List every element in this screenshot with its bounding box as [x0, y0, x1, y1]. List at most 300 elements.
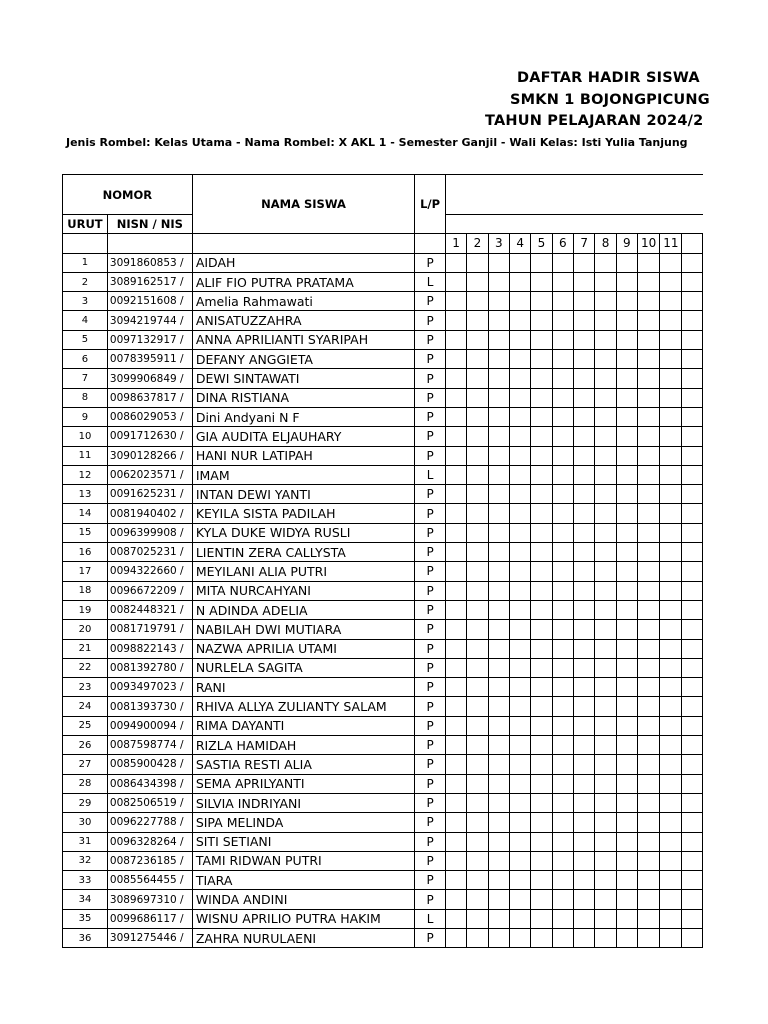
- table-row: [63, 504, 703, 523]
- row-gender: P: [415, 504, 446, 523]
- attendance-cell: [595, 600, 616, 619]
- attendance-cell: [445, 272, 466, 291]
- row-gender: P: [415, 813, 446, 832]
- attendance-cell: [638, 253, 660, 272]
- attendance-cell: [660, 755, 682, 774]
- attendance-cell: [660, 581, 682, 600]
- attendance-cell: [638, 407, 660, 426]
- row-nisn: 0087598774 /: [107, 736, 192, 755]
- attendance-cell: [467, 813, 488, 832]
- attendance-cell: [638, 562, 660, 581]
- attendance-cell: [682, 697, 703, 716]
- attendance-table: [62, 174, 703, 948]
- attendance-cell: [682, 890, 703, 909]
- attendance-cell: [488, 871, 509, 890]
- attendance-cell: [638, 928, 660, 947]
- attendance-cell: [509, 851, 530, 870]
- attendance-cell: [574, 350, 595, 369]
- attendance-cell: [445, 311, 466, 330]
- row-student-name: SIPA MELINDA: [192, 813, 414, 832]
- row-student-name: SITI SETIANI: [192, 832, 414, 851]
- attendance-cell: [660, 427, 682, 446]
- row-urut: 24: [63, 697, 108, 716]
- attendance-cell: [552, 427, 573, 446]
- attendance-cell: [509, 330, 530, 349]
- attendance-cell: [682, 465, 703, 484]
- attendance-cell: [531, 543, 552, 562]
- attendance-cell: [531, 678, 552, 697]
- attendance-cell: [616, 272, 637, 291]
- row-gender: P: [415, 485, 446, 504]
- attendance-cell: [445, 851, 466, 870]
- attendance-cell: [531, 909, 552, 928]
- row-student-name: RIZLA HAMIDAH: [192, 736, 414, 755]
- attendance-cell: [467, 350, 488, 369]
- attendance-cell: [531, 813, 552, 832]
- attendance-cell: [552, 620, 573, 639]
- row-student-name: SILVIA INDRIYANI: [192, 793, 414, 812]
- attendance-cell: [531, 523, 552, 542]
- attendance-cell: [552, 504, 573, 523]
- row-urut: 34: [63, 890, 108, 909]
- attendance-cell: [682, 562, 703, 581]
- attendance-cell: [638, 388, 660, 407]
- attendance-cell: [552, 793, 573, 812]
- table-row: [63, 427, 703, 446]
- attendance-cell: [509, 871, 530, 890]
- attendance-cell: [595, 330, 616, 349]
- attendance-cell: [682, 292, 703, 311]
- attendance-cell: [595, 832, 616, 851]
- attendance-cell: [638, 292, 660, 311]
- attendance-cell: [552, 736, 573, 755]
- attendance-cell: [616, 928, 637, 947]
- attendance-cell: [574, 543, 595, 562]
- day-number: 4: [509, 234, 530, 253]
- attendance-cell: [488, 755, 509, 774]
- attendance-cell: [509, 909, 530, 928]
- table-row: [63, 485, 703, 504]
- attendance-cell: [660, 793, 682, 812]
- attendance-cell: [638, 871, 660, 890]
- row-gender: P: [415, 292, 446, 311]
- attendance-cell: [552, 890, 573, 909]
- header-urut: URUT: [63, 215, 108, 234]
- row-urut: 3: [63, 292, 108, 311]
- attendance-cell: [488, 427, 509, 446]
- row-student-name: LIENTIN ZERA CALLYSTA: [192, 543, 414, 562]
- attendance-cell: [660, 774, 682, 793]
- row-student-name: RIMA DAYANTI: [192, 716, 414, 735]
- attendance-cell: [488, 543, 509, 562]
- attendance-cell: [445, 581, 466, 600]
- attendance-cell: [660, 272, 682, 291]
- row-urut: 21: [63, 639, 108, 658]
- attendance-cell: [574, 639, 595, 658]
- attendance-cell: [595, 813, 616, 832]
- attendance-cell: [682, 793, 703, 812]
- attendance-cell: [574, 504, 595, 523]
- attendance-cell: [467, 581, 488, 600]
- attendance-cell: [595, 388, 616, 407]
- row-urut: 16: [63, 543, 108, 562]
- day-row-blank: [415, 234, 446, 253]
- header-nama-siswa: NAMA SISWA: [192, 175, 414, 234]
- attendance-cell: [574, 678, 595, 697]
- attendance-cell: [552, 755, 573, 774]
- row-gender: P: [415, 851, 446, 870]
- attendance-cell: [574, 272, 595, 291]
- attendance-cell: [531, 330, 552, 349]
- row-student-name: ANNA APRILIANTI SYARIPAH: [192, 330, 414, 349]
- table-row: [63, 543, 703, 562]
- attendance-cell: [595, 272, 616, 291]
- row-student-name: MEYILANI ALIA PUTRI: [192, 562, 414, 581]
- attendance-cell: [574, 600, 595, 619]
- attendance-cell: [660, 890, 682, 909]
- attendance-cell: [445, 639, 466, 658]
- attendance-cell: [467, 253, 488, 272]
- attendance-cell: [488, 292, 509, 311]
- attendance-cell: [682, 350, 703, 369]
- table-row: [63, 350, 703, 369]
- row-urut: 26: [63, 736, 108, 755]
- attendance-cell: [467, 485, 488, 504]
- attendance-cell: [531, 755, 552, 774]
- attendance-cell: [638, 890, 660, 909]
- attendance-cell: [509, 813, 530, 832]
- row-urut: 6: [63, 350, 108, 369]
- attendance-cell: [445, 504, 466, 523]
- attendance-cell: [616, 330, 637, 349]
- attendance-cell: [552, 350, 573, 369]
- row-urut: 11: [63, 446, 108, 465]
- attendance-cell: [616, 581, 637, 600]
- attendance-cell: [595, 562, 616, 581]
- attendance-cell: [595, 543, 616, 562]
- attendance-cell: [531, 311, 552, 330]
- table-row: [63, 253, 703, 272]
- attendance-cell: [552, 658, 573, 677]
- row-gender: P: [415, 350, 446, 369]
- row-urut: 4: [63, 311, 108, 330]
- row-nisn: 0087236185 /: [107, 851, 192, 870]
- table-row: [63, 832, 703, 851]
- attendance-cell: [467, 639, 488, 658]
- attendance-cell: [616, 678, 637, 697]
- attendance-cell: [574, 562, 595, 581]
- day-number: 2: [467, 234, 488, 253]
- attendance-cell: [445, 620, 466, 639]
- attendance-cell: [638, 272, 660, 291]
- attendance-cell: [574, 388, 595, 407]
- attendance-cell: [574, 871, 595, 890]
- attendance-cell: [682, 523, 703, 542]
- row-student-name: WINDA ANDINI: [192, 890, 414, 909]
- row-urut: 25: [63, 716, 108, 735]
- attendance-cell: [488, 793, 509, 812]
- attendance-cell: [595, 658, 616, 677]
- row-student-name: IMAM: [192, 465, 414, 484]
- attendance-cell: [445, 658, 466, 677]
- attendance-cell: [574, 581, 595, 600]
- attendance-cell: [531, 774, 552, 793]
- attendance-cell: [616, 832, 637, 851]
- attendance-cell: [595, 407, 616, 426]
- attendance-cell: [595, 678, 616, 697]
- attendance-cell: [445, 523, 466, 542]
- row-nisn: 0098637817 /: [107, 388, 192, 407]
- attendance-cell: [574, 485, 595, 504]
- row-student-name: ALIF FIO PUTRA PRATAMA: [192, 272, 414, 291]
- row-urut: 20: [63, 620, 108, 639]
- attendance-cell: [660, 832, 682, 851]
- row-urut: 23: [63, 678, 108, 697]
- attendance-cell: [616, 890, 637, 909]
- attendance-cell: [445, 716, 466, 735]
- attendance-cell: [595, 485, 616, 504]
- attendance-cell: [509, 890, 530, 909]
- attendance-cell: [638, 639, 660, 658]
- attendance-cell: [488, 407, 509, 426]
- day-number: 11: [660, 234, 682, 253]
- table-row: [63, 407, 703, 426]
- class-info: Jenis Rombel: Kelas Utama - Nama Rombel: X AKL 1 - Semester Ganjil - Wali Kelas: Isti Yulia Tanjung: [66, 136, 688, 149]
- table-row: [63, 813, 703, 832]
- attendance-cell: [682, 407, 703, 426]
- header-blank: [445, 215, 702, 234]
- attendance-cell: [467, 369, 488, 388]
- attendance-cell: [445, 793, 466, 812]
- attendance-cell: [682, 851, 703, 870]
- attendance-cell: [638, 427, 660, 446]
- row-gender: P: [415, 890, 446, 909]
- attendance-cell: [552, 311, 573, 330]
- attendance-cell: [467, 330, 488, 349]
- day-number: 7: [574, 234, 595, 253]
- attendance-cell: [488, 369, 509, 388]
- attendance-cell: [638, 755, 660, 774]
- attendance-cell: [467, 736, 488, 755]
- table-row: [63, 851, 703, 870]
- row-nisn: 0094322660 /: [107, 562, 192, 581]
- row-nisn: 0081393730 /: [107, 697, 192, 716]
- row-student-name: KYLA DUKE WIDYA RUSLI: [192, 523, 414, 542]
- day-number: 3: [488, 234, 509, 253]
- attendance-cell: [509, 639, 530, 658]
- attendance-cell: [509, 311, 530, 330]
- attendance-cell: [445, 465, 466, 484]
- attendance-cell: [552, 330, 573, 349]
- attendance-cell: [552, 388, 573, 407]
- row-nisn: 0093497023 /: [107, 678, 192, 697]
- document-title: DAFTAR HADIR SISWA: [517, 70, 700, 86]
- row-urut: 1: [63, 253, 108, 272]
- row-gender: P: [415, 774, 446, 793]
- attendance-cell: [488, 523, 509, 542]
- attendance-cell: [488, 272, 509, 291]
- attendance-cell: [595, 620, 616, 639]
- attendance-cell: [552, 465, 573, 484]
- attendance-cell: [616, 639, 637, 658]
- attendance-cell: [467, 928, 488, 947]
- row-nisn: 3089697310 /: [107, 890, 192, 909]
- attendance-cell: [595, 716, 616, 735]
- attendance-cell: [552, 523, 573, 542]
- attendance-cell: [488, 504, 509, 523]
- attendance-cell: [595, 253, 616, 272]
- attendance-cell: [467, 678, 488, 697]
- row-student-name: GIA AUDITA ELJAUHARY: [192, 427, 414, 446]
- attendance-cell: [660, 407, 682, 426]
- attendance-cell: [552, 832, 573, 851]
- attendance-cell: [616, 793, 637, 812]
- attendance-cell: [574, 793, 595, 812]
- attendance-cell: [574, 523, 595, 542]
- row-student-name: SASTIA RESTI ALIA: [192, 755, 414, 774]
- table-row: [63, 639, 703, 658]
- row-student-name: INTAN DEWI YANTI: [192, 485, 414, 504]
- attendance-cell: [660, 678, 682, 697]
- attendance-cell: [682, 600, 703, 619]
- attendance-cell: [531, 620, 552, 639]
- attendance-cell: [467, 909, 488, 928]
- attendance-cell: [660, 562, 682, 581]
- row-urut: 32: [63, 851, 108, 870]
- row-nisn: 0094900094 /: [107, 716, 192, 735]
- attendance-cell: [531, 446, 552, 465]
- table-row: [63, 890, 703, 909]
- day-number: 10: [638, 234, 660, 253]
- attendance-cell: [660, 658, 682, 677]
- row-urut: 2: [63, 272, 108, 291]
- attendance-cell: [660, 909, 682, 928]
- attendance-cell: [531, 253, 552, 272]
- row-nisn: 0096399908 /: [107, 523, 192, 542]
- attendance-cell: [682, 272, 703, 291]
- attendance-cell: [616, 543, 637, 562]
- row-gender: P: [415, 427, 446, 446]
- attendance-cell: [467, 388, 488, 407]
- attendance-cell: [638, 909, 660, 928]
- row-urut: 27: [63, 755, 108, 774]
- row-gender: L: [415, 909, 446, 928]
- row-nisn: 0086029053 /: [107, 407, 192, 426]
- attendance-cell: [616, 292, 637, 311]
- attendance-cell: [638, 697, 660, 716]
- attendance-cell: [509, 543, 530, 562]
- row-urut: 31: [63, 832, 108, 851]
- attendance-cell: [509, 600, 530, 619]
- row-gender: P: [415, 639, 446, 658]
- row-urut: 36: [63, 928, 108, 947]
- attendance-cell: [574, 407, 595, 426]
- day-number: [682, 234, 703, 253]
- attendance-cell: [467, 832, 488, 851]
- attendance-cell: [552, 369, 573, 388]
- attendance-cell: [595, 427, 616, 446]
- attendance-cell: [552, 272, 573, 291]
- attendance-cell: [531, 851, 552, 870]
- attendance-cell: [509, 736, 530, 755]
- attendance-cell: [574, 774, 595, 793]
- attendance-cell: [616, 311, 637, 330]
- attendance-cell: [531, 272, 552, 291]
- row-urut: 17: [63, 562, 108, 581]
- row-nisn: 0082448321 /: [107, 600, 192, 619]
- attendance-cell: [467, 697, 488, 716]
- row-nisn: 0092151608 /: [107, 292, 192, 311]
- row-gender: P: [415, 755, 446, 774]
- attendance-cell: [509, 407, 530, 426]
- attendance-cell: [488, 851, 509, 870]
- attendance-cell: [616, 350, 637, 369]
- attendance-cell: [638, 736, 660, 755]
- attendance-cell: [616, 851, 637, 870]
- table-row: [63, 446, 703, 465]
- attendance-cell: [531, 890, 552, 909]
- attendance-cell: [595, 793, 616, 812]
- attendance-cell: [467, 272, 488, 291]
- attendance-cell: [660, 736, 682, 755]
- attendance-cell: [595, 446, 616, 465]
- row-nisn: 0091625231 /: [107, 485, 192, 504]
- row-urut: 10: [63, 427, 108, 446]
- attendance-cell: [488, 909, 509, 928]
- row-student-name: SEMA APRILYANTI: [192, 774, 414, 793]
- row-nisn: 0085900428 /: [107, 755, 192, 774]
- attendance-cell: [574, 330, 595, 349]
- attendance-cell: [509, 697, 530, 716]
- attendance-cell: [531, 562, 552, 581]
- attendance-cell: [682, 427, 703, 446]
- row-urut: 29: [63, 793, 108, 812]
- attendance-cell: [595, 350, 616, 369]
- attendance-cell: [660, 369, 682, 388]
- table-row: [63, 388, 703, 407]
- attendance-cell: [638, 523, 660, 542]
- attendance-cell: [595, 928, 616, 947]
- attendance-cell: [638, 581, 660, 600]
- attendance-cell: [574, 851, 595, 870]
- attendance-cell: [682, 485, 703, 504]
- attendance-cell: [531, 407, 552, 426]
- row-urut: 15: [63, 523, 108, 542]
- school-name: SMKN 1 BOJONGPICUNG: [510, 92, 710, 108]
- attendance-cell: [488, 832, 509, 851]
- attendance-cell: [574, 292, 595, 311]
- row-gender: P: [415, 253, 446, 272]
- attendance-cell: [509, 620, 530, 639]
- row-gender: P: [415, 620, 446, 639]
- attendance-cell: [552, 871, 573, 890]
- attendance-cell: [509, 678, 530, 697]
- row-nisn: 0096328264 /: [107, 832, 192, 851]
- attendance-cell: [531, 871, 552, 890]
- attendance-cell: [552, 716, 573, 735]
- table-row: [63, 697, 703, 716]
- attendance-cell: [682, 755, 703, 774]
- attendance-cell: [595, 755, 616, 774]
- attendance-cell: [638, 543, 660, 562]
- attendance-cell: [595, 465, 616, 484]
- row-gender: P: [415, 330, 446, 349]
- attendance-cell: [595, 774, 616, 793]
- attendance-cell: [445, 832, 466, 851]
- attendance-cell: [638, 600, 660, 619]
- table-row: [63, 678, 703, 697]
- attendance-cell: [595, 581, 616, 600]
